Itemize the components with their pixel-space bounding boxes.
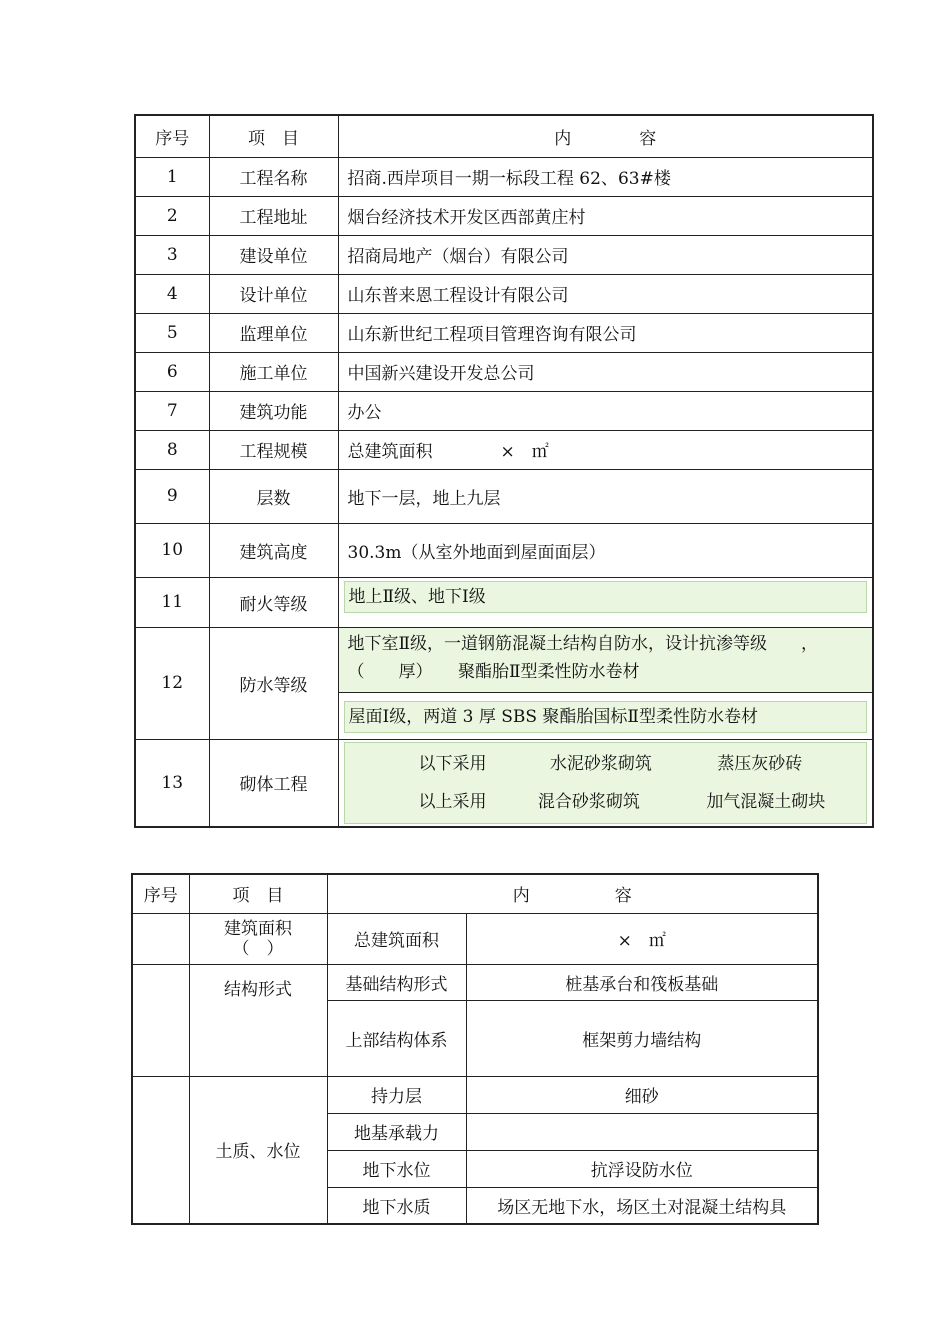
row-seq: 2 — [135, 196, 209, 235]
table-row — [132, 913, 818, 964]
row-seq: 1 — [135, 157, 209, 196]
row-content: 地下一层，地上九层 — [338, 469, 873, 523]
area-item — [189, 913, 327, 964]
area-sub: 总建筑面积 — [327, 913, 466, 964]
table-header-row — [132, 874, 818, 913]
row-item: 工程名称 — [209, 157, 338, 196]
soil-value: 抗浮设防水位 — [466, 1150, 818, 1187]
table-row — [135, 627, 873, 739]
row-seq: 4 — [135, 274, 209, 313]
structure-sub: 上部结构体系 — [327, 1000, 466, 1076]
row-item: 建设单位 — [209, 235, 338, 274]
structure-value: 框架剪力墙结构 — [466, 1000, 818, 1076]
masonry-line1 — [345, 745, 867, 783]
row-content: 招商局地产（烟台）有限公司 — [338, 235, 873, 274]
masonry-brick-below: 蒸压灰砂砖 — [717, 753, 803, 774]
header-item: 项 目 — [189, 874, 327, 913]
soil-sub: 地下水位 — [327, 1150, 466, 1187]
row-seq — [132, 964, 189, 1076]
structure-sub: 基础结构形式 — [327, 964, 466, 1000]
soil-sub: 地下水质 — [327, 1187, 466, 1224]
row-item: 砌体工程 — [209, 739, 338, 827]
masonry-mortar-above: 混合砂浆砌筑 — [537, 791, 640, 812]
table-row — [135, 739, 873, 827]
basement-waterproof-block — [339, 628, 873, 693]
row-item: 耐火等级 — [209, 577, 338, 627]
fire-rating-text: 地上Ⅱ级、地下Ⅰ级 — [344, 581, 868, 613]
structure-value: 桩基承台和筏板基础 — [466, 964, 818, 1000]
table-header-row — [135, 115, 873, 157]
row-item: 施工单位 — [209, 352, 338, 391]
masonry-brick-above: 加气混凝土砌块 — [706, 791, 826, 812]
basement-waterproof-line2: （ 厚） 聚酯胎Ⅱ型柔性防水卷材 — [347, 661, 640, 682]
soil-value: 场区无地下水，场区土对混凝土结构具 — [466, 1187, 818, 1224]
soil-value — [466, 1113, 818, 1150]
table-row — [135, 313, 873, 352]
row-content: 山东普来恩工程设计有限公司 — [338, 274, 873, 313]
row-seq — [132, 913, 189, 964]
row-content: 30.3m（从室外地面到屋面面层） — [338, 523, 873, 577]
row-content: 烟台经济技术开发区西部黄庄村 — [338, 196, 873, 235]
table-row — [135, 274, 873, 313]
table-row — [135, 196, 873, 235]
row-content: 办公 — [338, 391, 873, 430]
soil-sub: 地基承载力 — [327, 1113, 466, 1150]
row-content-cell — [338, 739, 873, 827]
row-item: 建筑功能 — [209, 391, 338, 430]
row-seq: 12 — [135, 627, 209, 739]
basement-waterproof-line1: 地下室Ⅱ级，一道钢筋混凝土结构自防水，设计抗渗等级 ， — [347, 633, 819, 654]
row-content: 招商.西岸项目一期一标段工程 62、63#楼 — [338, 157, 873, 196]
row-item: 工程规模 — [209, 430, 338, 469]
row-seq: 9 — [135, 469, 209, 523]
row-item: 监理单位 — [209, 313, 338, 352]
structure-item: 结构形式 — [189, 964, 327, 1076]
row-seq: 13 — [135, 739, 209, 827]
row-item: 防水等级 — [209, 627, 338, 739]
row-content-cell — [338, 627, 873, 739]
area-item-line2: （ ） — [232, 938, 284, 959]
table-row — [135, 235, 873, 274]
roof-waterproof-text: 屋面Ⅰ级，两道 3 厚 SBS 聚酯胎国标Ⅱ型柔性防水卷材 — [344, 701, 868, 733]
table-row — [135, 352, 873, 391]
masonry-cond-above: 以上采用 — [418, 791, 487, 812]
header-item: 项 目 — [209, 115, 338, 157]
masonry-line2 — [345, 783, 867, 821]
soil-value: 细砂 — [466, 1076, 818, 1113]
row-seq: 10 — [135, 523, 209, 577]
header-content: 内 容 — [338, 115, 873, 157]
table-row — [135, 430, 873, 469]
structure-overview-table — [131, 873, 819, 1225]
table-row — [135, 391, 873, 430]
masonry-mortar-below: 水泥砂浆砌筑 — [549, 753, 652, 774]
row-seq — [132, 1076, 189, 1224]
row-seq: 7 — [135, 391, 209, 430]
row-item: 层数 — [209, 469, 338, 523]
table-row — [135, 577, 873, 627]
table-row — [135, 469, 873, 523]
table-row — [135, 523, 873, 577]
row-content: 山东新世纪工程项目管理咨询有限公司 — [338, 313, 873, 352]
row-seq: 11 — [135, 577, 209, 627]
masonry-block — [344, 742, 868, 824]
row-seq: 5 — [135, 313, 209, 352]
row-item: 工程地址 — [209, 196, 338, 235]
row-content: 总建筑面积 × ㎡ — [338, 430, 873, 469]
header-seq: 序号 — [135, 115, 209, 157]
soil-item: 土质、水位 — [189, 1076, 327, 1224]
row-seq: 6 — [135, 352, 209, 391]
area-item-line1: 建筑面积 — [224, 918, 292, 939]
soil-sub: 持力层 — [327, 1076, 466, 1113]
row-seq: 3 — [135, 235, 209, 274]
table-row — [135, 157, 873, 196]
table-row — [132, 1076, 818, 1113]
table-row — [132, 964, 818, 1000]
row-seq: 8 — [135, 430, 209, 469]
masonry-cond-below: 以下采用 — [418, 753, 487, 774]
row-item: 建筑高度 — [209, 523, 338, 577]
row-item: 设计单位 — [209, 274, 338, 313]
row-content: 中国新兴建设开发总公司 — [338, 352, 873, 391]
header-seq: 序号 — [132, 874, 189, 913]
header-content: 内 容 — [327, 874, 818, 913]
area-value: × ㎡ — [466, 913, 818, 964]
project-overview-table — [134, 114, 874, 828]
row-content-cell — [338, 577, 873, 627]
